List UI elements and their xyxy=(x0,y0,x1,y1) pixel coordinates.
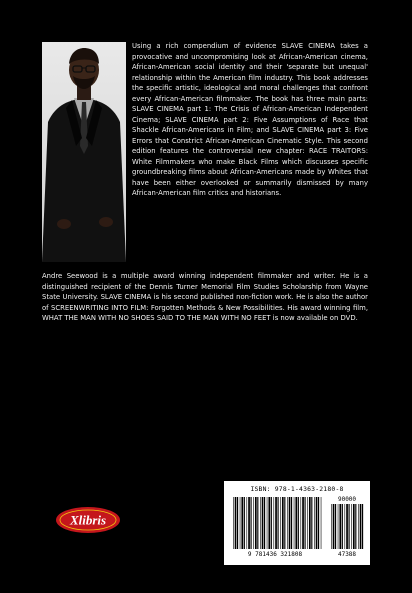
publisher-logo xyxy=(54,505,122,535)
barcode-addon-bottom-digits: 47388 xyxy=(337,551,357,557)
author-photo xyxy=(42,42,126,262)
barcode-addon-digits: 90000 xyxy=(337,496,357,503)
barcode-graphic xyxy=(229,495,365,557)
barcode-main-digits: 9 781436 321808 xyxy=(247,551,303,557)
author-bio: Andre Seewood is a multiple award winning independent filmmaker and writer. He is a distinguished recipient of the Dennis Turner Memorial Film Studies Scholarship from Wayne State University. SLAVE CINEMA is his second published non-fiction work. He is also the author of SCREENWRITING INTO FILM: Forgotten Methods & New Possibilities. His award winning film, WHAT THE MAN WITH NO SHOES SAID TO THE MAN WITH NO FEET is now available on DVD. xyxy=(42,272,368,322)
svg-text:Xlibris: Xlibris xyxy=(69,512,107,528)
book-description: Using a rich compendium of evidence SLAVE CINEMA takes a provocative and uncompromising look at African-American cinema, African-American social identity and their 'separate but unequal' relationship within the American film industry. This book addresses the specific artistic, ideological and moral challenges that confront every African-American filmmaker. The book has three main parts: SLAVE CINEMA part 1: The Crisis of African-American Independent Cinema; SLAVE CINEMA part 2: Five Assumptions of Race that Shackle African-Americans in Film; and SLAVE CINEMA part 3: Five Errors that Constrict African-American Cinematic Style. This second edition features the controversial new chapter: RACE TRAITORS: White Filmmakers who make Black Films which discusses specific groundbreaking films about African-Americans made by Whites that have been either overlooked or summarily dismissed by many African-American film critics and historians. xyxy=(132,42,368,197)
isbn-barcode xyxy=(224,481,370,565)
isbn-label: ISBN: 978-1-4363-2180-8 xyxy=(250,485,344,493)
